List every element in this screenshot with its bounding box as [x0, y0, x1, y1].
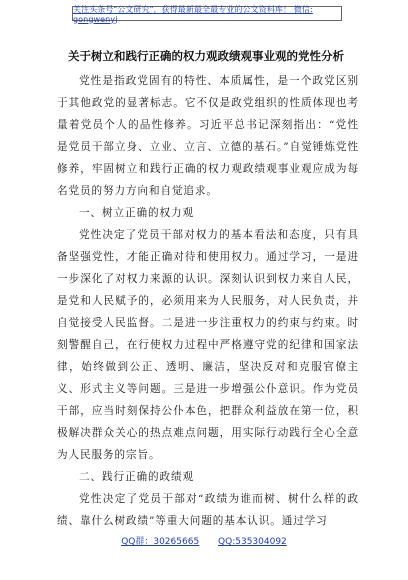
paragraph: 党性决定了党员干部对“政绩为谁而树、树什么样的政绩、靠什么树政绩”等重大问题的基本认识。通过学习	[57, 493, 359, 527]
document-title: 关于树立和践行正确的权力观政绩观事业观的党性分析	[68, 49, 344, 63]
page-footer	[0, 534, 408, 547]
header-banner[interactable]: 关注头条号"公文研究"，获得最新最全最专业的公文资料库！ 微信: gongwenyj	[72, 6, 342, 21]
section-heading: 二、践行正确的政绩观	[79, 471, 194, 483]
qq-group-link[interactable]: QQ群：30265665	[121, 537, 200, 547]
paragraph: 党性是指政党固有的特性、本质属性，是一个政党区别于其他政党的显著标志。它不仅是政党组织的性质体现也考量着党员个人的品性修养。习近平总书记深刻指出：“党性是党员干部立身、立业、立言、立德的基石。”自觉锤炼党性修养，牢固树立和践行正确的权力观政绩观事业观应成为每名党员的努力方向和自觉追求。	[57, 75, 359, 197]
section-heading: 一、树立正确的权力观	[79, 207, 194, 219]
document-body	[57, 70, 359, 532]
qq-link[interactable]: QQ:535304092	[218, 537, 287, 547]
paragraph: 党性决定了党员干部对权力的基本看法和态度，只有具备坚强党性，才能正确对待和使用权力。通过学习，一是进一步深化了对权力来源的认识。深刻认识到权力来自人民，是党和人民赋予的，必须用来为人民服务，对人民负责，并自觉接受人民监督。二是进一步注重权力的约束与约束。时刻警醒自己，在行使权力过程中严格遵守党的纪律和国家法律，始终做到公正、透明、廉洁，坚决反对和克服官僚主义、形式主义等问题。三是进一步增强公仆意识。作为党员干部，应当时刻保持公仆本色，把群众利益放在第一位，积极解决群众关心的热点难点问题，用实际行动践行全心全意为人民服务的宗旨。	[57, 229, 359, 461]
